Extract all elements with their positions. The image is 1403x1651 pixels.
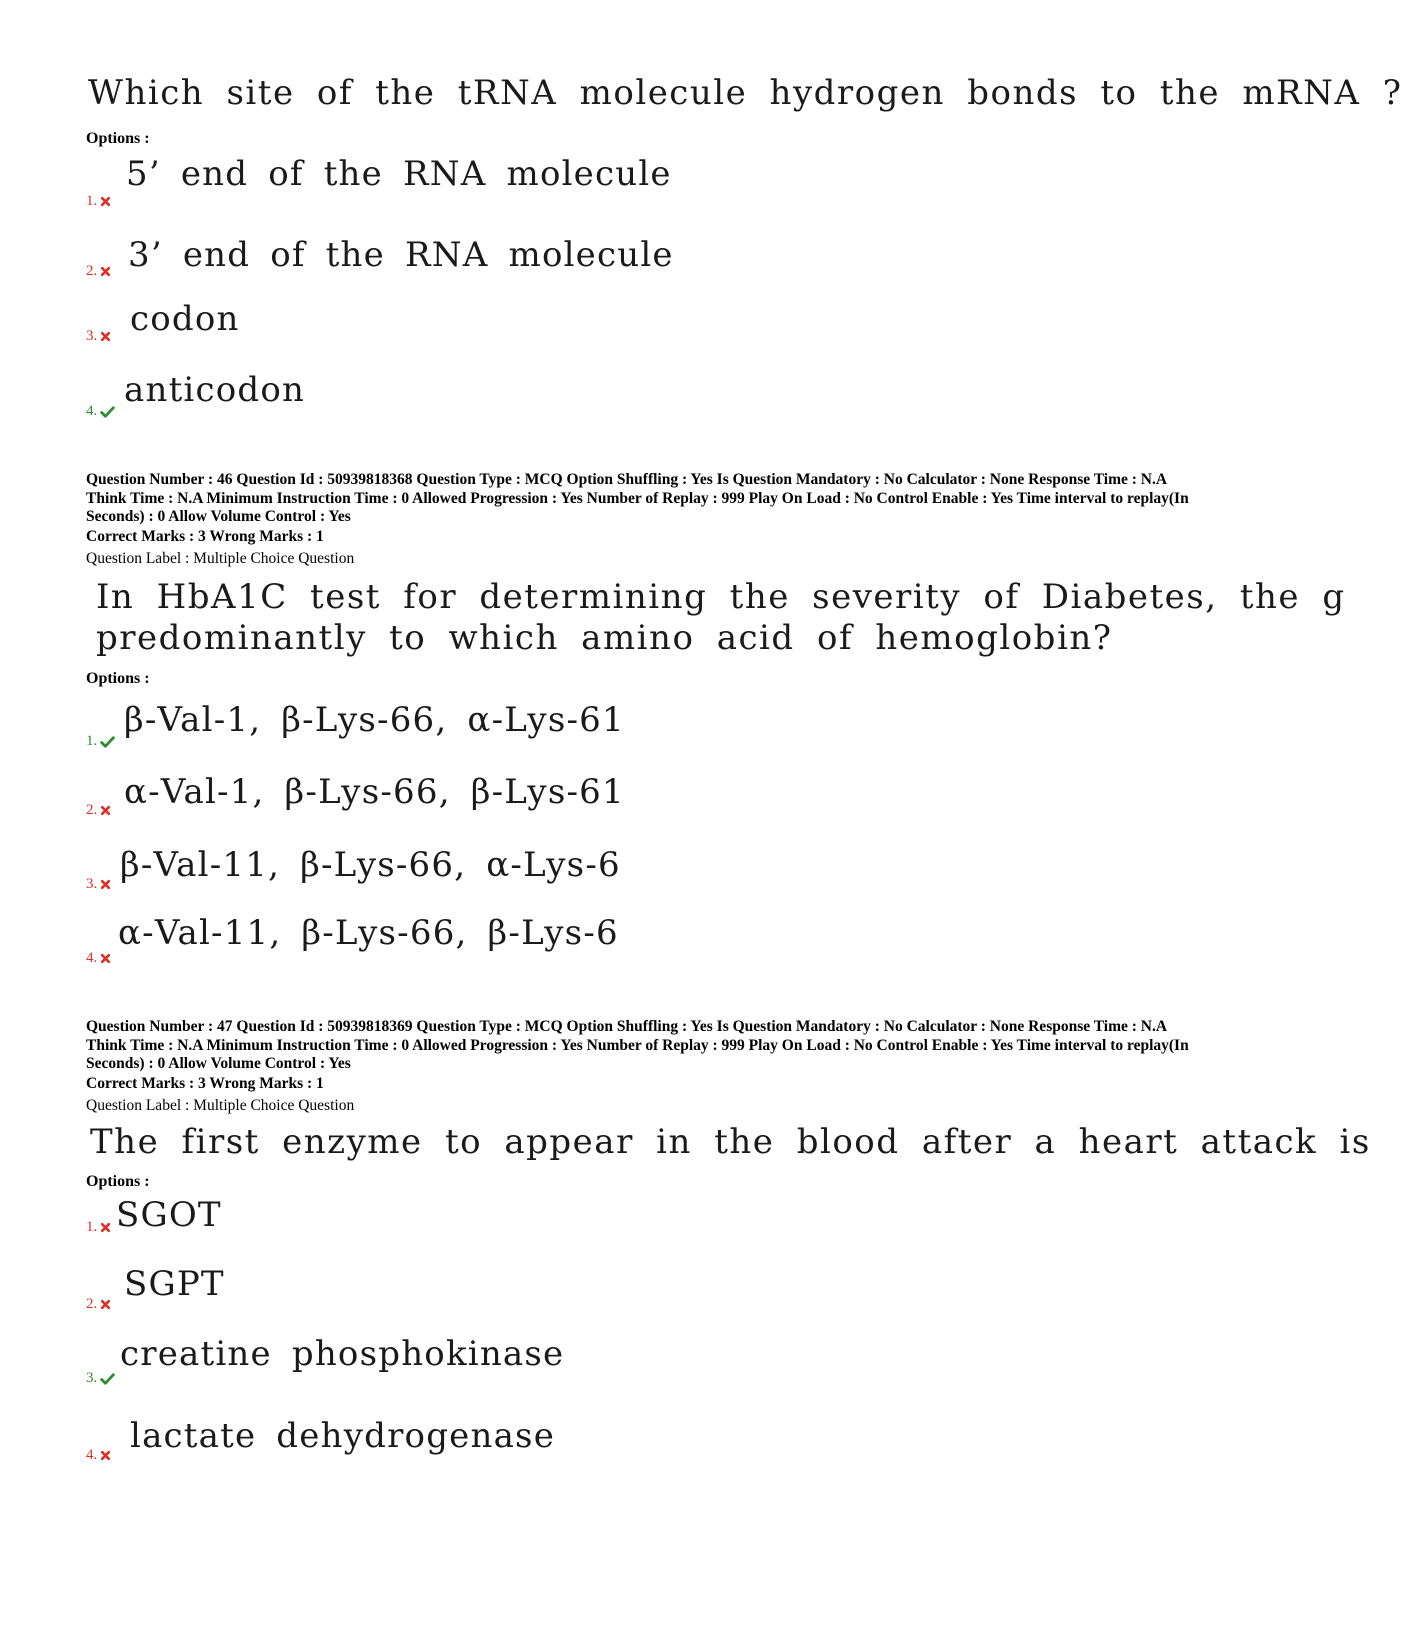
option-text: α-Val-1, β-Lys-66, β-Lys-61 <box>124 772 625 812</box>
question-marks: Correct Marks : 3 Wrong Marks : 1 <box>86 528 324 545</box>
question-marks: Correct Marks : 3 Wrong Marks : 1 <box>86 1075 324 1092</box>
options-label: Options : <box>86 1173 150 1190</box>
option-text: SGOT <box>116 1195 222 1235</box>
option-text: β-Val-1, β-Lys-66, α-Lys-61 <box>124 700 625 740</box>
option-text: SGPT <box>124 1264 225 1304</box>
correct-check-icon <box>100 736 115 748</box>
option-text: α-Val-11, β-Lys-66, β-Lys-6 <box>118 913 619 953</box>
question-label: Question Label : Multiple Choice Question <box>86 1097 355 1114</box>
question-metadata: Question Number : 46 Question Id : 50939818368 Question Type : MCQ Option Shuffling : Yes Is Question Mandatory : No Calculator : None Response Time : N.A Think Time : N.A Minimum Instruction Time : 0 Allowed Progression : Yes Number of Replay : 999 Play On Load : No Control Enable : Yes Time interval to replay(In Seconds) : 0 Allow Volume Control : Yes <box>86 471 1189 525</box>
correct-check-icon <box>100 406 115 418</box>
question-metadata: Question Number : 47 Question Id : 50939818369 Question Type : MCQ Option Shuffling : Yes Is Question Mandatory : No Calculator : None Response Time : N.A Think Time : N.A Minimum Instruction Time : 0 Allowed Progression : Yes Number of Replay : 999 Play On Load : No Control Enable : Yes Time interval to replay(In Seconds) : 0 Allow Volume Control : Yes <box>86 1018 1189 1072</box>
option-text: 3’ end of the RNA molecule <box>128 235 674 275</box>
option-text: 5’ end of the RNA molecule <box>126 154 672 194</box>
option-number: 4. <box>86 1447 111 1464</box>
options-label: Options : <box>86 130 150 147</box>
option-number: 4. <box>86 950 111 967</box>
option-number: 3. <box>86 1370 115 1387</box>
wrong-cross-icon <box>100 879 111 890</box>
wrong-cross-icon <box>100 1450 111 1461</box>
wrong-cross-icon <box>100 266 111 277</box>
options-label: Options : <box>86 670 150 687</box>
question-47-text: The first enzyme to appear in the blood after a heart attack is <box>90 1122 1371 1162</box>
question-46-text-line1: In HbA1C test for determining the severity of Diabetes, the g <box>96 577 1346 617</box>
wrong-cross-icon <box>100 196 111 207</box>
wrong-cross-icon <box>100 1222 111 1233</box>
wrong-cross-icon <box>100 1299 111 1310</box>
option-number: 1. <box>86 733 115 750</box>
option-number: 2. <box>86 1296 111 1313</box>
question-46-text-line2: predominantly to which amino acid of hemoglobin? <box>96 618 1113 658</box>
wrong-cross-icon <box>100 331 111 342</box>
option-text: creatine phosphokinase <box>120 1334 565 1374</box>
wrong-cross-icon <box>100 805 111 816</box>
option-text: β-Val-11, β-Lys-66, α-Lys-6 <box>120 845 621 885</box>
option-number: 2. <box>86 802 111 819</box>
option-text: anticodon <box>124 370 306 410</box>
option-number: 3. <box>86 876 111 893</box>
option-text: codon <box>130 299 240 339</box>
option-number: 4. <box>86 403 115 420</box>
option-number: 1. <box>86 1219 111 1236</box>
question-45-text: Which site of the tRNA molecule hydrogen bonds to the mRNA ? <box>88 73 1403 113</box>
option-number: 3. <box>86 328 111 345</box>
option-number: 1. <box>86 193 111 210</box>
wrong-cross-icon <box>100 953 111 964</box>
question-label: Question Label : Multiple Choice Question <box>86 550 355 567</box>
option-number: 2. <box>86 263 111 280</box>
option-text: lactate dehydrogenase <box>130 1416 556 1456</box>
correct-check-icon <box>100 1373 115 1385</box>
